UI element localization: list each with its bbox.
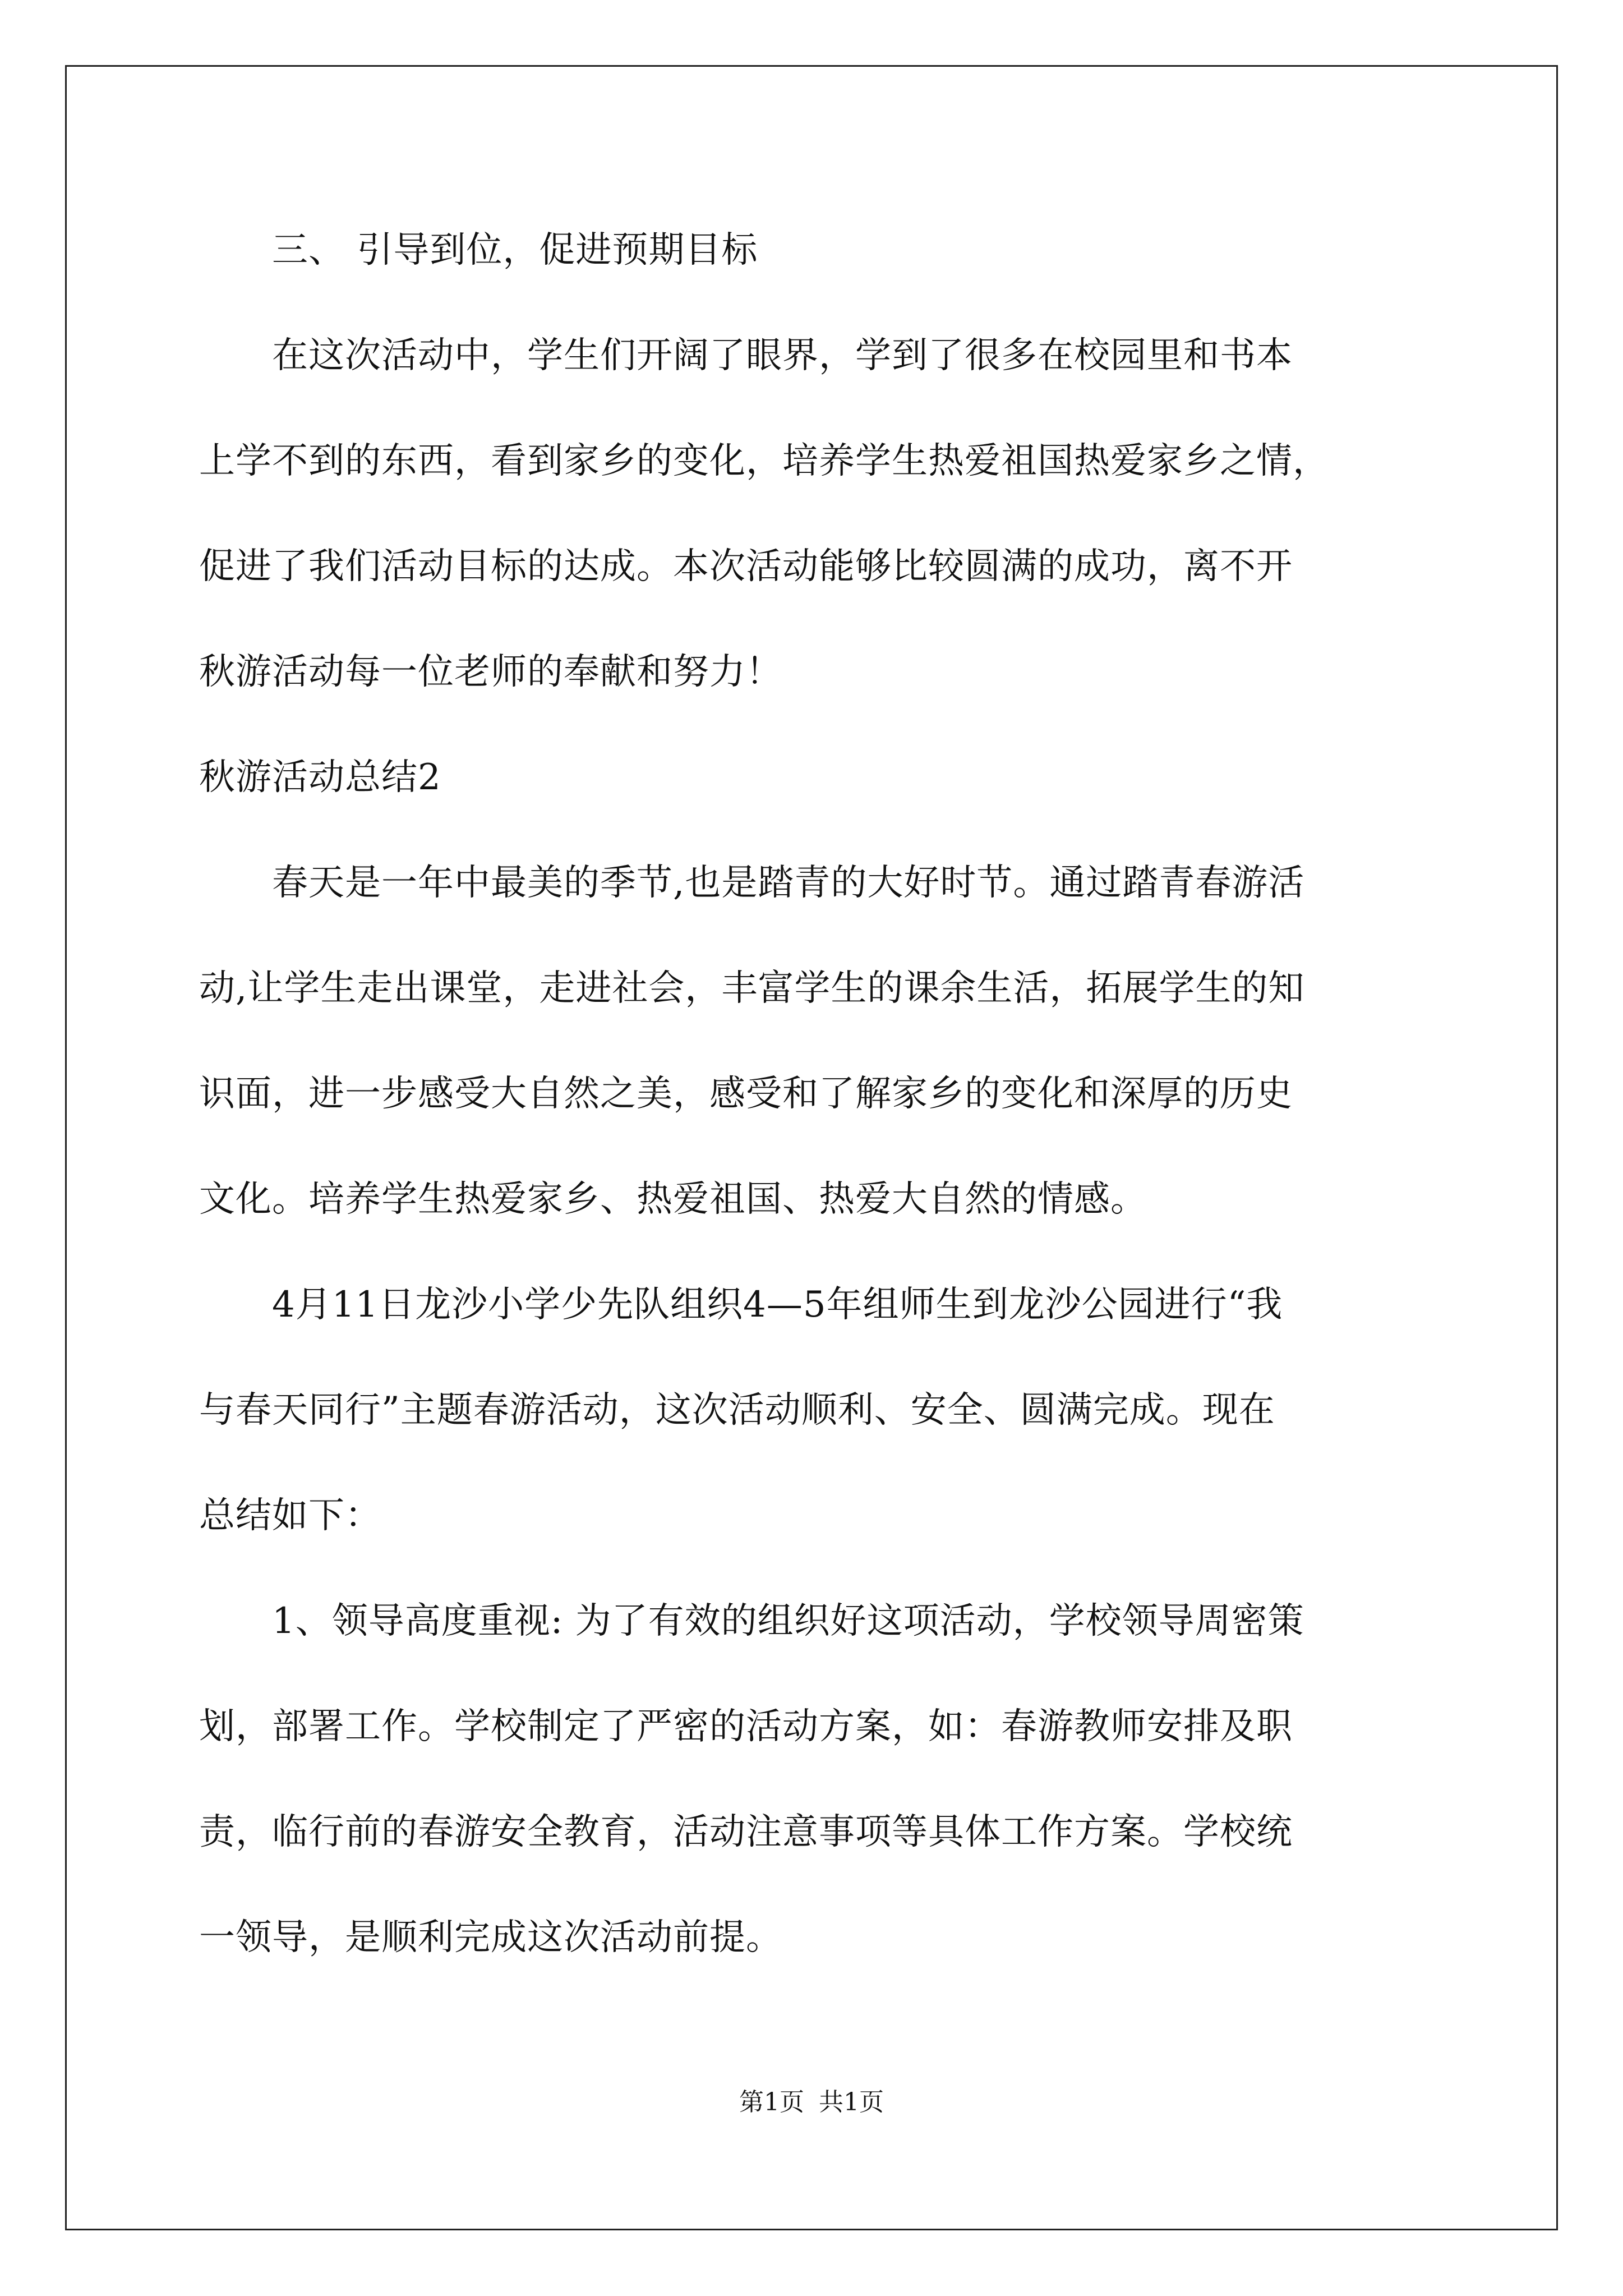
- page-footer: [0, 2087, 1623, 2118]
- paragraph-line: 4月11日龙沙小学少先队组织4—5年组师生到龙沙公园进行“我: [199, 1284, 1283, 1326]
- page-number: 第1页: [739, 2088, 804, 2116]
- paragraph-line: 1、领导高度重视: 为了有效的组织好这项活动，学校领导周密策: [199, 1600, 1304, 1642]
- page-total: 共1页: [819, 2088, 884, 2116]
- paragraph-line: 总结如下：: [199, 1495, 381, 1536]
- paragraph-line: 与春天同行”主题春游活动，这次活动顺利、安全、圆满完成。现在: [199, 1389, 1275, 1431]
- paragraph-line: 春天是一年中最美的季节,也是踏青的大好时节。通过踏青春游活: [199, 862, 1305, 904]
- paragraph-line: 上学不到的东西，看到家乡的变化，培养学生热爱祖国热爱家乡之情，: [199, 440, 1329, 482]
- heading-section-three: 三、 引导到位，促进预期目标: [199, 229, 758, 271]
- paragraph-line: 促进了我们活动目标的达成。本次活动能够比较圆满的成功，离不开: [199, 546, 1293, 587]
- paragraph-line: 识面，进一步感受大自然之美，感受和了解家乡的变化和深厚的历史: [199, 1073, 1293, 1115]
- paragraph-line: 责，临行前的春游安全教育，活动注意事项等具体工作方案。学校统: [199, 1811, 1293, 1853]
- paragraph-line: 在这次活动中，学生们开阔了眼界，学到了很多在校园里和书本: [199, 335, 1293, 376]
- paragraph-line: 划，部署工作。学校制定了严密的活动方案，如：春游教师安排及职: [199, 1706, 1293, 1747]
- paragraph-line: 一领导，是顺利完成这次活动前提。: [199, 1917, 782, 1958]
- paragraph-line: 秋游活动每一位老师的奉献和努力！: [199, 651, 782, 693]
- paragraph-line: 文化。培养学生热爱家乡、热爱祖国、热爱大自然的情感。: [199, 1179, 1147, 1220]
- section-title: 秋游活动总结2: [199, 757, 441, 798]
- paragraph-line: 动,让学生走出课堂，走进社会，丰富学生的课余生活，拓展学生的知: [199, 968, 1305, 1009]
- document-body: [199, 202, 1422, 1964]
